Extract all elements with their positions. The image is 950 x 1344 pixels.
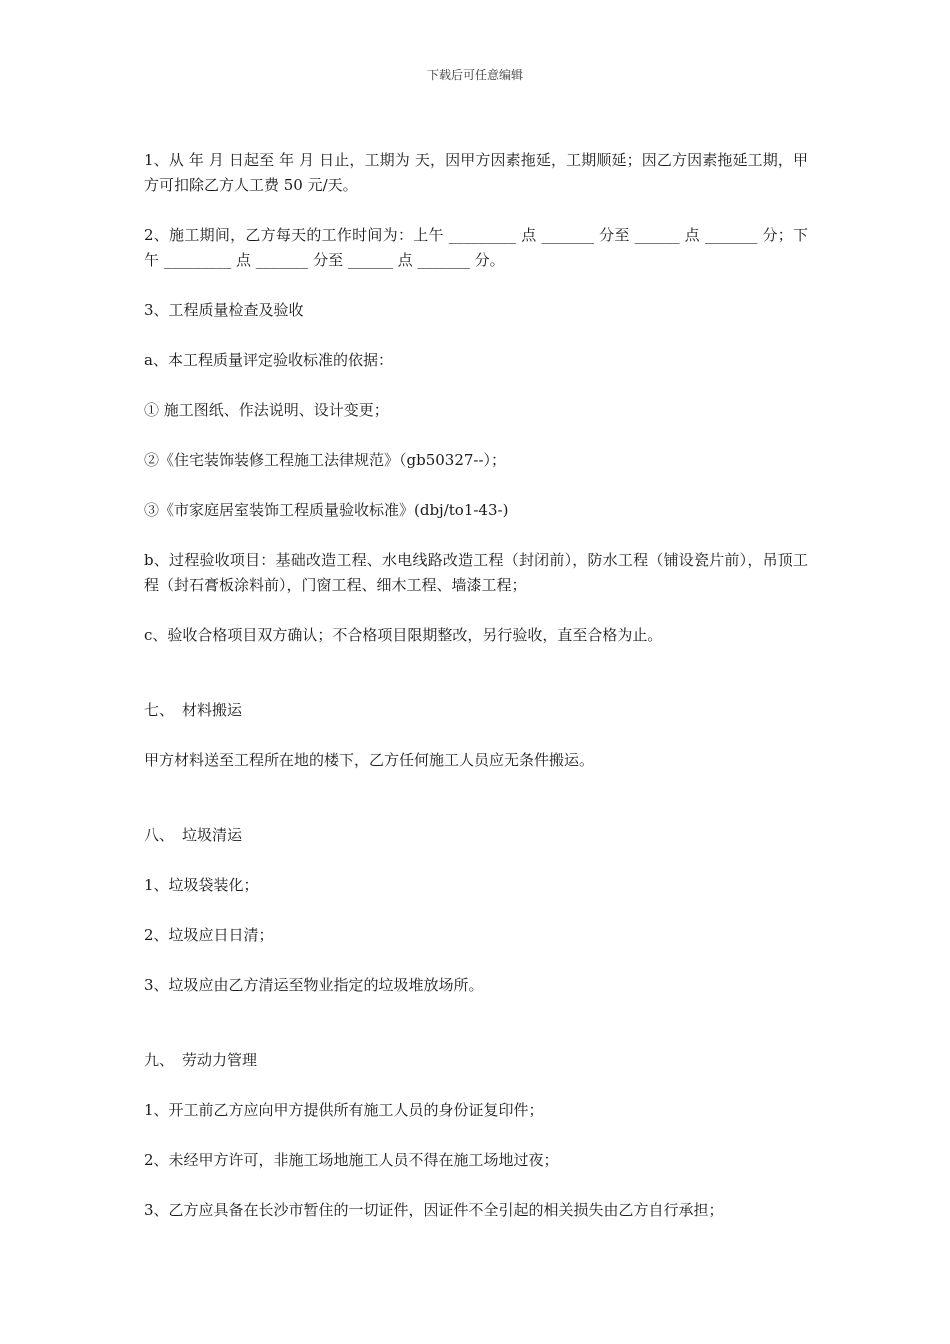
paragraph-process-acceptance: b、过程验收项目：基础改造工程、水电线路改造工程（封闭前），防水工程（铺设瓷片前），吊顶工程（封石膏板涂料前），门窗工程、细木工程、墙漆工程；	[144, 551, 808, 594]
section-number: 八、	[144, 826, 175, 844]
section-number: 九、	[144, 1051, 175, 1069]
section-title: 劳动力管理	[182, 1051, 258, 1069]
section-heading-garbage	[144, 823, 808, 848]
paragraph-quality-inspection: 3、工程质量检查及验收	[144, 301, 304, 319]
paragraph-schedule: 1、从 年 月 日起至 年 月 日止，工期为 天，因甲方因素拖延，工期顺延；因乙方因素拖延工期，甲方可扣除乙方人工费 50 元/天。	[144, 151, 808, 194]
list-item-garbage-disposal: 3、垃圾应由乙方清运至物业指定的垃圾堆放场所。	[144, 976, 484, 994]
paragraph-materials: 甲方材料送至工程所在地的楼下，乙方任何施工人员应无条件搬运。	[144, 751, 595, 769]
list-item-id-copies: 1、开工前乙方应向甲方提供所有施工人员的身份证复印件；	[144, 1101, 544, 1119]
paragraph-work-hours: 2、施工期间，乙方每天的工作时间为：上午 _________ 点 _______ 分至 ______ 点 _______ 分；下午 _________ 点 _______ 分至 ______ 点 _______ 分。	[144, 226, 808, 269]
section-heading-labor	[144, 1048, 808, 1073]
list-item-garbage-bags: 1、垃圾袋装化；	[144, 876, 259, 894]
section-number: 七、	[144, 701, 175, 719]
list-item-overnight: 2、未经甲方许可，非施工场地施工人员不得在施工场地过夜；	[144, 1151, 559, 1169]
section-title: 材料搬运	[182, 701, 243, 719]
paragraph-acceptance-confirm: c、验收合格项目双方确认；不合格项目限期整改，另行验收，直至合格为止。	[144, 626, 663, 644]
section-heading-materials	[144, 698, 808, 723]
list-item-acceptance-standard: ③《市家庭居室装饰工程质量验收标准》(dbj/to1-43-)	[144, 501, 509, 519]
list-item-residence-permit: 3、乙方应具备在长沙市暂住的一切证件，因证件不全引起的相关损失由乙方自行承担；	[144, 1201, 724, 1219]
paragraph-standard-basis: a、本工程质量评定验收标准的依据：	[144, 351, 393, 369]
list-item-drawings: ① 施工图纸、作法说明、设计变更；	[144, 401, 389, 419]
list-item-garbage-daily: 2、垃圾应日日清；	[144, 926, 274, 944]
list-item-residential-code: ②《住宅装饰装修工程施工法律规范》（gb50327--）；	[144, 451, 507, 469]
section-title: 垃圾清运	[182, 826, 243, 844]
page-header-note: 下载后可任意编辑	[426, 68, 523, 82]
document-body	[144, 148, 808, 1248]
